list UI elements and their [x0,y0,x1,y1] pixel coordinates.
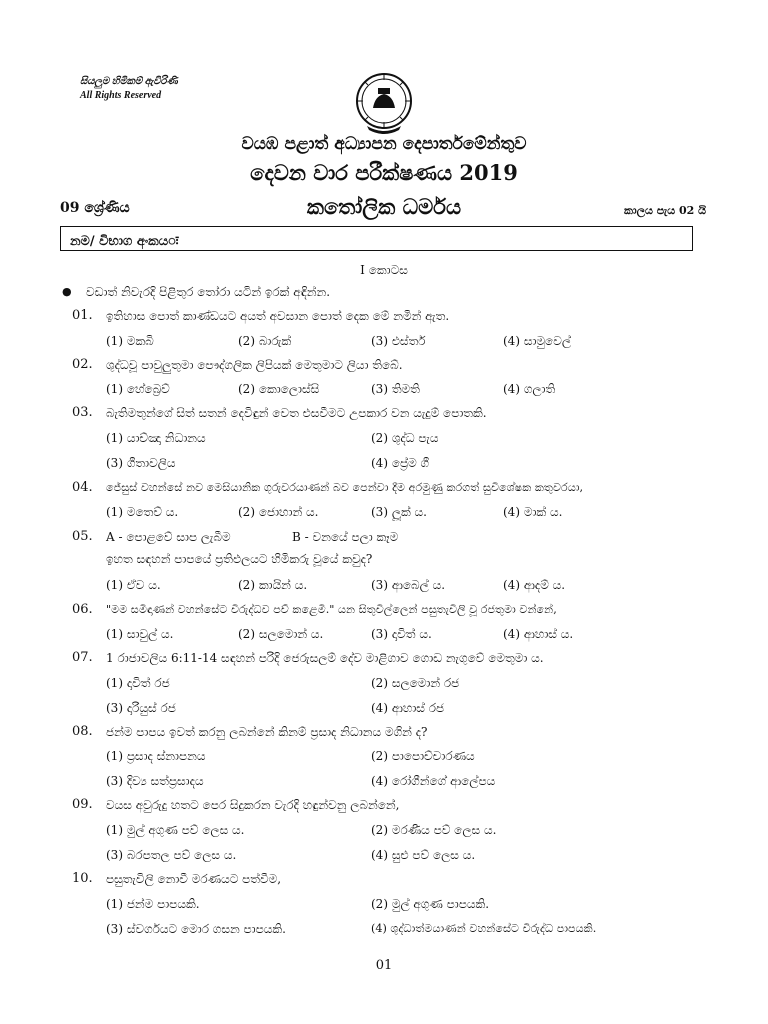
option: (1) ප්‍රසාද ස්නාපනය [106,749,206,763]
question-number: 09. [72,797,93,812]
question-text: පසුතැවිලි නොවී මරණයට පත්වීම, [106,872,282,886]
part-label: I කොටස [360,263,408,277]
option: (2) ශුද්ධ පැය [371,431,439,445]
question-number: 07. [72,650,93,665]
option: (4) ආහාස් ය. [503,627,574,641]
question-text: ජන්ම පාපය ඉවත් කරනු ලබන්නේ කිනම් ප්‍රසාද නිධානය මගින් ද? [106,725,428,739]
department-name: වයඹ පළාත් අධ්‍යාපන දෙපාර්තමේන්තුව [241,134,527,154]
question-number: 02. [72,357,93,372]
option: (3) බරපතල පව් ලෙස ය. [106,848,237,862]
name-index-label: නම/ විභාග අංකයः [70,234,179,249]
option: (1) ඒව ය. [106,578,161,592]
question-text-2: ඉහත සඳහන් පාපයේ ප්‍රතිඵලයට හිමිකරු වූයේ කවුද? [106,552,373,566]
option: (3) දාරියුස් රජ [106,701,176,715]
question-number: 06. [72,602,93,617]
question-number: 10. [72,871,93,886]
option: (2) මුල් අගුණ පාපයකි. [371,897,490,911]
option: (1) දාවිත් රජ [106,676,170,690]
time-allowed: කාලය පැය 02 යි [624,204,706,217]
option: (3) දාවිත් ය. [371,627,432,641]
name-index-box[interactable] [60,226,693,251]
option: (4) ආදම් ය. [503,578,566,592]
question-text: බැතිමතුන්ගේ සිත් සතන් දෙවිඳුන් වෙත එසවීමට උපකාර වන යැදුම් පොතකි. [106,406,487,420]
question-text: 1 රාජාවලිය 6:11-14 සඳහන් පරිදි ජෙරුසලම් දේව මාළිගාව ගොඩ නැගුවේ මෙතුමා ය. [106,651,544,665]
page-number: 01 [375,958,393,973]
option: (1) ජන්ම පාපයකි. [106,897,200,911]
question-number: 04. [72,480,93,495]
option: (3) ලූක් ය. [371,505,427,519]
subject-title: කතෝලික ධර්මය [306,194,462,219]
option: (3) ආබෙල් ය. [371,578,446,592]
question-number: 03. [72,405,93,420]
option: (1) යාච්ඤා නිධානය [106,431,206,445]
option: (4) ආහාස් රජ [371,701,445,715]
option: (1) මකබි [106,334,154,348]
option: (2) කායින් ය. [238,578,308,592]
rights-sinhala: සියලුම හිමිකම් ඇවිරිණි [80,76,178,87]
question-text: ජේසුස් වහන්සේ නව මෙසියානික ගුරුවරයාණන් බව පෙන්වා දීම අරමුණු කරගත් සුවිශේෂක කතුවරයා, [106,481,584,494]
bullet-icon: ● [62,285,72,298]
option: (3) දිව්‍ය සත්ප්‍රසාදය [106,774,204,788]
option: (2) පාපොච්චාරණය [371,749,475,763]
option: (2) මරණීය පව් ලෙස ය. [371,823,497,837]
option: (2) බාරුක් [238,334,292,348]
option: (1) හේබ්‍රෙව් [106,382,170,396]
option: (3) ස්වර්ගයට මොර ගසන පාපයකි. [106,922,286,936]
option: (4) සුළු පව් ලෙස ය. [371,848,476,862]
option: (4) ගලාති [503,382,556,396]
option: (1) මුල් අගුණ පව් ලෙස ය. [106,823,245,837]
question-text: ශුද්ධවූ පාවුලුතුමා පෞද්ගලික ලිපියක් මෙතුමාට ලියා තිබේ. [106,358,403,372]
question-number: 05. [72,529,93,544]
instruction-text: වඩාත් නිවැරදි පිළිතුර තෝරා යටින් ඉරක් අඳින්න. [86,285,331,299]
option: (3) එස්තර් [371,334,426,348]
government-emblem-icon [353,72,415,136]
exam-title: දෙවන වාර පරීක්ෂණය 2019 [250,160,518,185]
option: (4) ප්‍රේම ගී [371,456,430,470]
option: (4) ශුද්ධාත්මයාණන් වහන්සේට විරුද්ධ පාපයකි. [371,922,597,935]
option: (3) ගීතාවලිය [106,456,176,470]
question-text: "මම සමිඳාණන් වහන්සේට විරුද්ධව පව් කළෙමි." යන සිතුවිල්ලෙන් පසුතැවිලි වූ රජතුමා වන්නේ, [106,603,557,616]
question-number: 01. [72,308,93,323]
grade-label: 09 ශ්‍රේණිය [60,200,130,216]
option: (4) රෝගීන්ගේ ආලේපය [371,774,496,788]
option: (2) සලමොන් රජ [371,676,460,690]
option: (3) තිමති [371,382,420,396]
rights-english: All Rights Reserved [80,90,162,101]
option: (2) කොලොස්සි [238,382,320,396]
question-number: 08. [72,724,93,739]
option: (1) මතෙව් ය. [106,505,179,519]
option: (4) මාක් ය. [503,505,563,519]
option: (1) සාවුල් ය. [106,627,174,641]
option: (2) සලමොන් ය. [238,627,324,641]
option: (2) ජොහාන් ය. [238,505,319,519]
option: (4) සාමුවෙල් [503,334,571,348]
question-text: වයස අවුරුදු හතට පෙර සිදුකරන වැරදි හඳුන්වනු ලබන්නේ, [106,798,400,812]
question-text-b: B - වනයේ පලා කෑම [292,530,399,544]
question-text: ඉතිහාස පොත් කාණ්ඩයට අයත් අවසාන පොත් දෙක මේ නමින් ඇත. [106,309,450,323]
question-text-a: A - පොළවේ සාප ලැබීම [106,530,231,544]
